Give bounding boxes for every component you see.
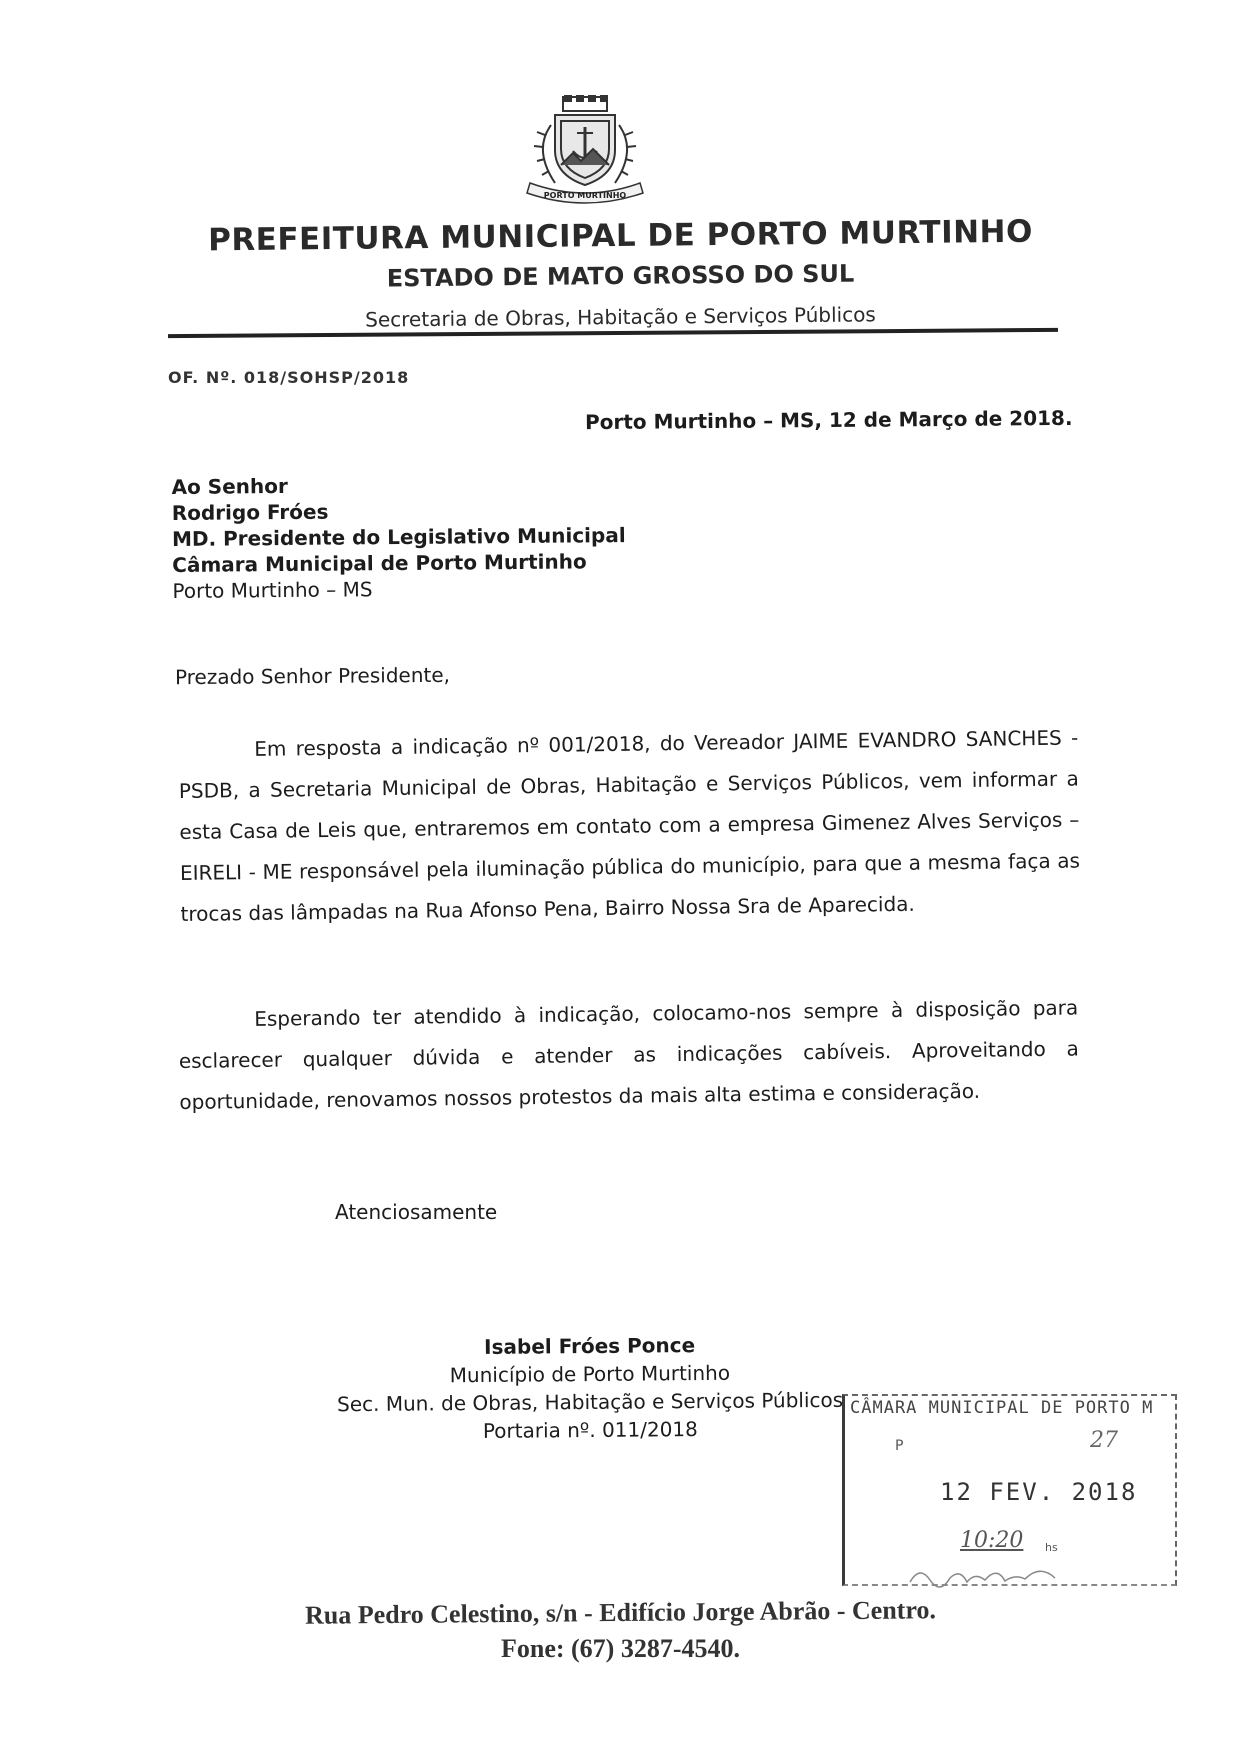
recipient-name: Rodrigo Fróes [171, 499, 329, 525]
body-paragraph-2: Esperando ter atendido à indicação, colocamo-nos sempre à disposição para esclarecer qualquer dúvida e atender as indicações cabíveis. Aproveitando a oportunidade, renovamos nossos protestos da mais alta estima e consideração. [178, 995, 1079, 1114]
signature-block [300, 1329, 881, 1446]
stamp-date: 12 FEV. 2018 [940, 1478, 1138, 1506]
body-paragraph-1: Em resposta a indicação nº 001/2018, do Vereador JAIME EVANDRO SANCHES - PSDB, a Secretaria Municipal de Obras, Habitação e Serviços Públicos, vem informar a esta Casa de Leis que, entraremos em contato com a empresa Gimenez Alves Serviços – EIRELI - ME responsável pela iluminação pública do município, para que a mesma faça as trocas das lâmpadas na Rua Afonso Pena, Bairro Nossa Sra de Aparecida. [178, 725, 1081, 926]
signatory-line-2: Sec. Mun. de Obras, Habitação e Serviços Públicos [336, 1387, 844, 1417]
letterhead-department: Secretaria de Obras, Habitação e Serviços Públicos [365, 302, 876, 332]
footer-phone: Fone: (67) 3287-4540. [500, 1634, 740, 1663]
letterhead-state: ESTADO DE MATO GROSSO DO SUL [386, 259, 855, 293]
municipal-coat-of-arms-icon [515, 95, 655, 205]
letterhead-title: PREFEITURA MUNICIPAL DE PORTO MURTINHO [207, 213, 1034, 259]
signatory-line-3: Portaria nº. 011/2018 [482, 1417, 698, 1443]
recipient-salutation: Ao Senhor [171, 473, 288, 499]
greeting: Prezado Senhor Presidente, [174, 662, 451, 690]
closing: Atenciosamente [335, 1200, 498, 1224]
document-reference: OF. Nº. 018/SOHSP/2018 [168, 368, 410, 387]
stamp-signature-scribble [905, 1560, 1065, 1590]
signatory-line-1: Município de Porto Murtinho [449, 1360, 731, 1388]
recipient-role: MD. Presidente do Legislativo Municipal [171, 523, 626, 551]
svg-text:PORTO MURTINHO: PORTO MURTINHO [543, 191, 627, 200]
stamp-header: CÂMARA MUNICIPAL DE PORTO M [850, 1398, 1154, 1418]
recipient-city: Porto Murtinho – MS [172, 577, 373, 603]
stamp-time: 10:20 [960, 1528, 1024, 1553]
stamp-protocol-label: P [895, 1438, 904, 1454]
date-line: Porto Murtinho – MS, 12 de Março de 2018. [584, 405, 1073, 435]
stamp-protocol-number: 27 [1090, 1428, 1118, 1453]
recipient-block [171, 470, 626, 604]
footer-address: Rua Pedro Celestino, s/n - Edifício Jorge Abrão - Centro. [304, 1595, 937, 1630]
signatory-name: Isabel Fróes Ponce [484, 1333, 696, 1359]
stamp-time-unit: hs [1045, 1541, 1058, 1554]
recipient-institution: Câmara Municipal de Porto Murtinho [172, 549, 587, 577]
